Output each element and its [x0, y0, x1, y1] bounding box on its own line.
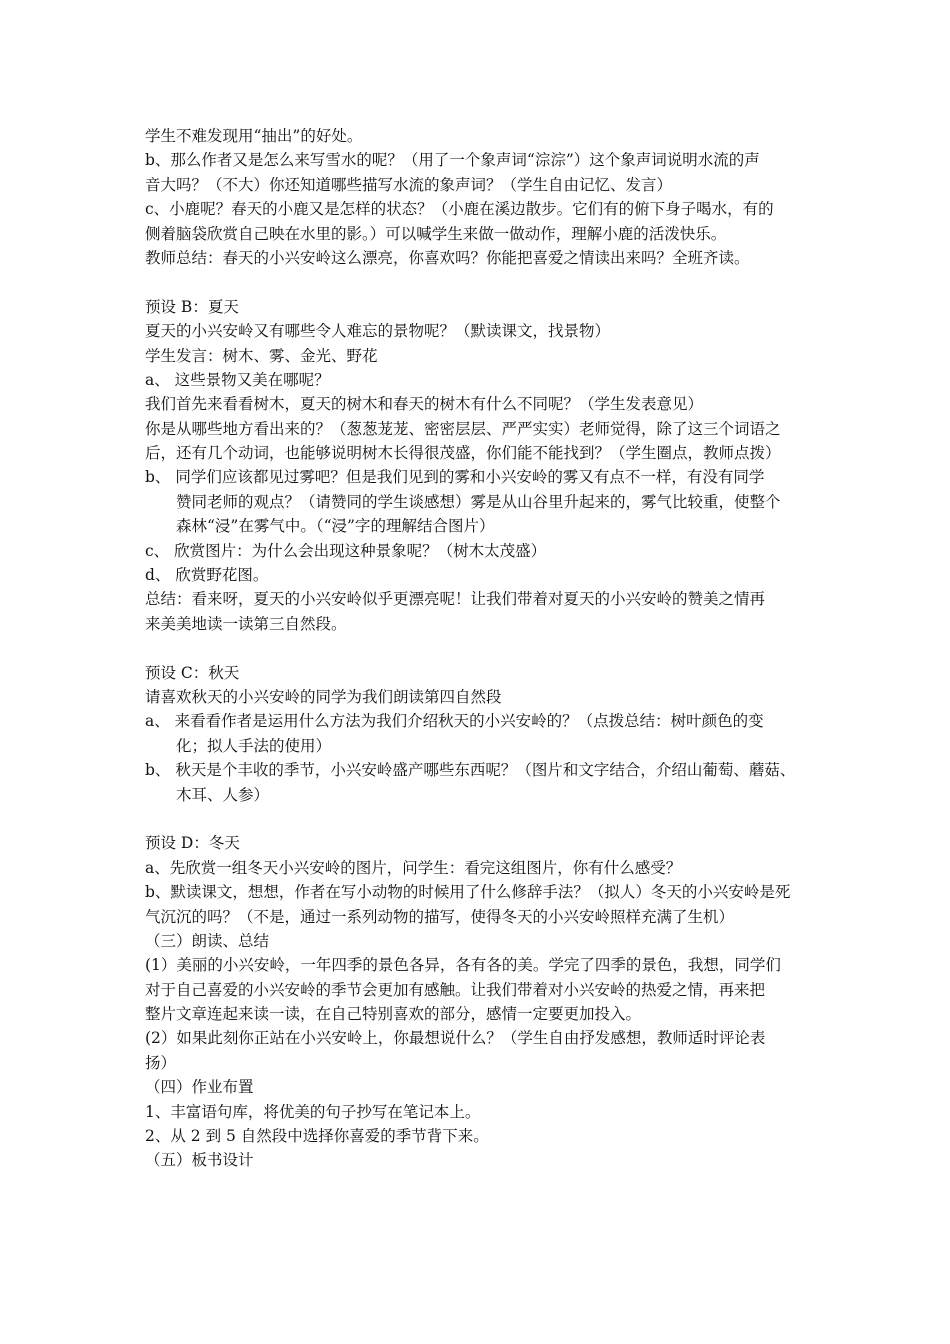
text-line: 整片文章连起来读一读，在自己特别喜欢的部分，感情一定要更加投入。: [145, 1005, 642, 1024]
text-line: 对于自己喜爱的小兴安岭的季节会更加有感触。让我们带着对小兴安岭的热爱之情，再来把: [145, 980, 766, 999]
list-item-continuation: 化；拟人手法的使用）: [176, 736, 332, 755]
list-item: a、 这些景物又美在哪呢？: [145, 370, 330, 389]
list-item-continuation: 森林“浸”在雾气中。（“浸”字的理解结合图片）: [176, 517, 495, 536]
text-line: (1）美丽的小兴安岭，一年四季的景色各异，各有各的美。学完了四季的景色，我想，同学们: [145, 956, 781, 975]
list-item: b、 秋天是个丰收的季节，小兴安岭盛产哪些东西呢？（图片和文字结合，介绍山葡萄、蘑菇、: [145, 761, 796, 780]
text-line: 学生发言：树木、雾、金光、野花: [145, 346, 378, 365]
text-line: 侧着脑袋欣赏自己映在水里的影。）可以喊学生来做一做动作，理解小鹿的活泼快乐。: [145, 224, 727, 243]
text-line: 音大吗？（不大）你还知道哪些描写水流的象声词？（学生自由记忆、发言）: [145, 175, 673, 194]
text-line: 1、丰富语句库，将优美的句子抄写在笔记本上。: [145, 1102, 481, 1121]
text-line: 后，还有几个动词，也能够说明树木长得很茂盛，你们能不能找到？（学生圈点，教师点拨）: [145, 444, 781, 463]
blank-line: [145, 807, 825, 831]
document-body: [145, 124, 825, 1173]
text-line: 2、从 2 到 5 自然段中选择你喜爱的季节背下来。: [145, 1127, 489, 1146]
section-heading-summer: 预设 B：夏天: [145, 297, 239, 316]
text-line: 教师总结：春天的小兴安岭这么漂亮，你喜欢吗？你能把喜爱之情读出来吗？全班齐读。: [145, 248, 750, 267]
section-heading-winter: 预设 D：冬天: [145, 834, 240, 853]
text-line: 你是从哪些地方看出来的？（葱葱茏茏、密密层层、严严实实）老师觉得，除了这三个词语之: [145, 419, 781, 438]
text-line: 总结：看来呀，夏天的小兴安岭似乎更漂亮呢！让我们带着对夏天的小兴安岭的赞美之情再: [145, 590, 766, 609]
text-line: a、先欣赏一组冬天小兴安岭的图片，问学生：看完这组图片，你有什么感受？: [145, 858, 682, 877]
text-line: 来美美地读一读第三自然段。: [145, 614, 347, 633]
list-item: b、 同学们应该都见过雾吧？但是我们见到的雾和小兴安岭的雾又有点不一样，有没有同学: [145, 468, 765, 487]
text-line: b、默读课文，想想，作者在写小动物的时候用了什么修辞手法？（拟人）冬天的小兴安岭是死: [145, 883, 791, 902]
section-heading-board-design: （五）板书设计: [145, 1151, 254, 1170]
text-line: b、那么作者又是怎么来写雪水的呢？（用了一个象声词“淙淙”）这个象声词说明水流的声: [145, 151, 760, 170]
text-line: 我们首先来看看树木，夏天的树木和春天的树木有什么不同呢？（学生发表意见）: [145, 395, 704, 414]
text-line: 请喜欢秋天的小兴安岭的同学为我们朗读第四自然段: [145, 687, 502, 706]
list-item: a、 来看看作者是运用什么方法为我们介绍秋天的小兴安岭的？（点拨总结：树叶颜色的变: [145, 712, 764, 731]
section-heading-homework: （四）作业布置: [145, 1078, 254, 1097]
text-line: 夏天的小兴安岭又有哪些令人难忘的景物呢？（默读课文，找景物）: [145, 322, 611, 341]
section-heading-autumn: 预设 C：秋天: [145, 663, 240, 682]
list-item-continuation: 木耳、人参）: [176, 785, 270, 804]
blank-line: [145, 270, 825, 294]
blank-line: [145, 636, 825, 660]
list-item: c、 欣赏图片：为什么会出现这种景象呢？（树木太茂盛）: [145, 541, 547, 560]
text-line: 气沉沉的吗？（不是，通过一系列动物的描写，使得冬天的小兴安岭照样充满了生机）: [145, 907, 735, 926]
list-item-continuation: 赞同老师的观点？（请赞同的学生谈感想）雾是从山谷里升起来的，雾气比较重，使整个: [176, 492, 781, 511]
list-item: d、 欣赏野花图。: [145, 566, 269, 585]
text-line: 学生不难发现用“抽出”的好处。: [145, 127, 363, 145]
text-line: 扬）: [145, 1053, 177, 1072]
text-line: (2）如果此刻你正站在小兴安岭上，你最想说什么？（学生自由抒发感想，教师适时评论表: [145, 1029, 766, 1048]
section-heading-reading: （三）朗读、总结: [145, 931, 270, 950]
text-line: c、小鹿呢？春天的小鹿又是怎样的状态？（小鹿在溪边散步。它们有的俯下身子喝水，有的: [145, 200, 774, 219]
